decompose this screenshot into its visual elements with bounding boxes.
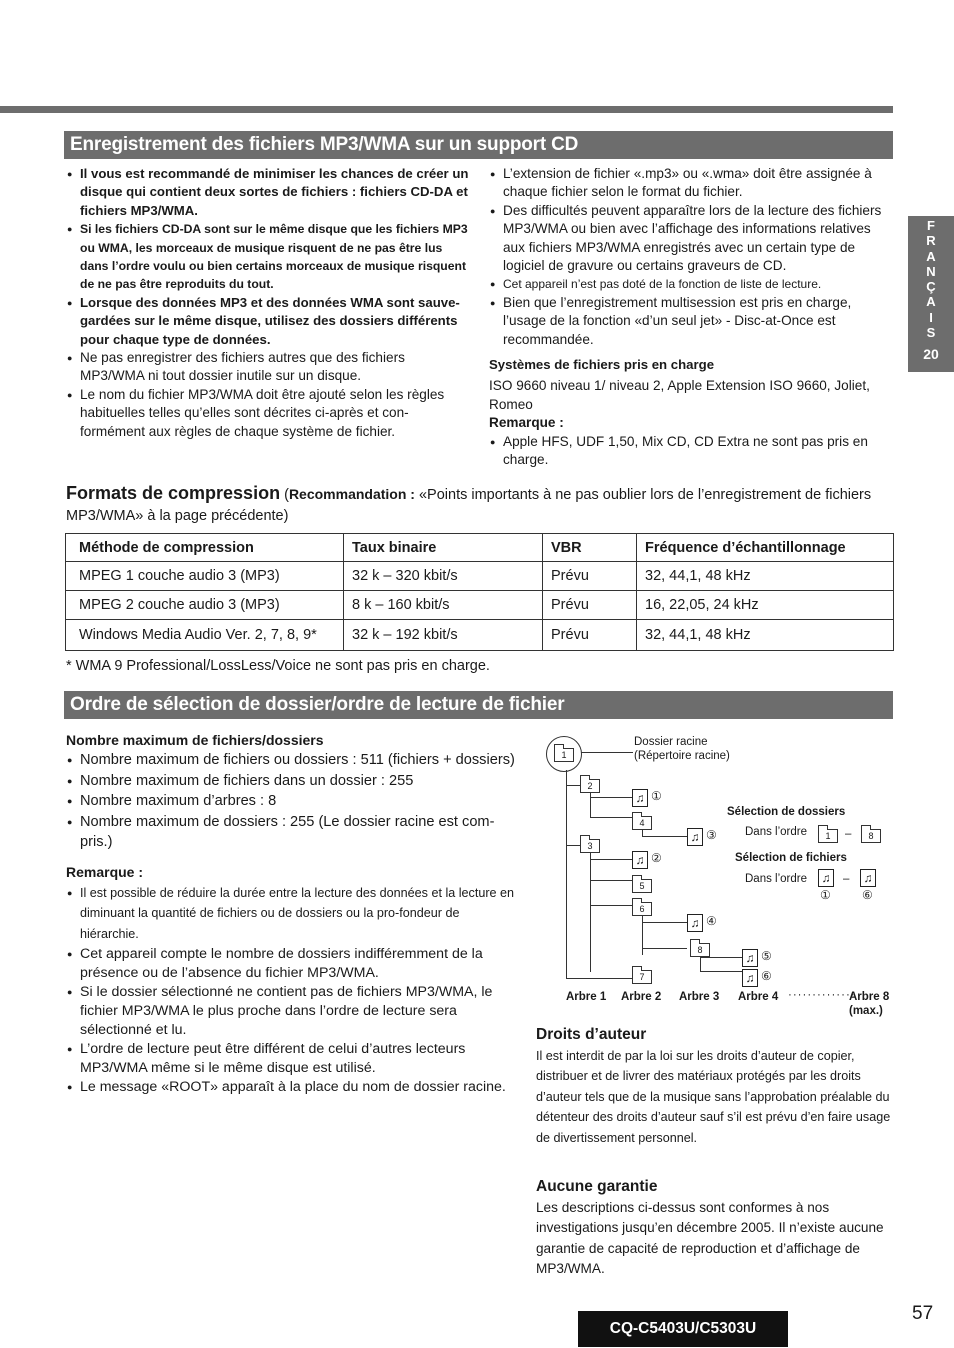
order-left-column: [66, 730, 516, 1097]
language-tab: [908, 216, 954, 372]
tab-letter: A: [926, 294, 936, 310]
copyright-heading: Droits d’auteur: [536, 1026, 647, 1043]
tab-letter: S: [926, 325, 936, 341]
bullet-item: ● Apple HFS, UDF 1,50, Mix CD, CD Extra ne sont pas pris en charge.: [489, 433, 894, 470]
folder-8: 8: [690, 943, 710, 957]
folder-range-from: 1: [818, 829, 838, 843]
formats-intro: Formats de compression (Recommandation : «Points importants à ne pas oublier lors de l’enregistrement de fichiers: [66, 483, 872, 503]
table-cell: 32, 44,1, 48 kHz: [637, 620, 894, 651]
table-cell: 8 k – 160 kbit/s: [344, 591, 543, 620]
folder-range-to: 8: [861, 829, 881, 843]
recording-left-column: [66, 165, 471, 441]
file-range-to: ⑥: [862, 888, 873, 902]
tab-letter: N: [926, 263, 936, 279]
top-rule: [0, 106, 893, 113]
bullet-item: ● Si le dossier sélectionné ne contient pas de fichiers MP3/WMA, le fichier MP3/WMA le plus proche dans l’ordre de lecture sera sélectionné et lu.: [66, 983, 516, 1040]
bullet-item: ● Nombre maximum de dossiers : 255 (Le dossier racine est com-pris.): [66, 812, 516, 853]
language-tab-letters: [908, 218, 954, 340]
tree-dots: ··············: [788, 989, 856, 1001]
bullet-item: ● Nombre maximum de fichiers dans un dossier : 255: [66, 771, 516, 791]
file-5-number: ⑤: [761, 949, 772, 963]
formats-heading: Formats de compression: [66, 483, 281, 503]
section-title-order: Ordre de sélection de dossier/ordre de lecture de fichier: [64, 691, 893, 719]
file-2: ♫: [632, 851, 648, 869]
tab-letter: F: [927, 218, 935, 233]
table-header-row: [66, 534, 894, 562]
bullet-item: ● Lorsque des données MP3 et des données WMA sont sauve-gardées sur le même disque, utilisez des dossiers différents pour chaque type de données.: [66, 294, 471, 349]
table-cell: 32 k – 320 kbit/s: [344, 562, 543, 591]
table-cell: Prévu: [543, 591, 637, 620]
bullet-item: ● Il est possible de réduire la durée entre la lecture des données et la lecture en diminuant la quantité de fichiers ou de dossiers ou la pro-fondeur de hiérarchie.: [66, 883, 516, 945]
folder-range-dash: –: [845, 828, 852, 840]
file-range-dash: –: [843, 873, 850, 885]
file-1-number: ①: [651, 789, 662, 803]
tab-letter: Ç: [926, 279, 936, 295]
bullet-item: ● Ne pas enregistrer des fichiers autres que des fichiers MP3/WMA ni tout dossier inutile sur un disque.: [66, 349, 471, 386]
section-title-recording: Enregistrement des fichiers MP3/WMA sur un support CD: [64, 131, 893, 159]
table-cell: Windows Media Audio Ver. 2, 7, 8, 9*: [66, 620, 344, 651]
reco-text: «Points importants à ne pas oublier lors de l’enregistrement de fichiers: [418, 487, 872, 503]
tree-label: Arbre 1: [566, 991, 607, 1003]
bullet-item: ● Bien que l’enregistrement multisession est pris en charge, l’usage de la fonction «d’un seul jet» - Disc-at-Once est recommandée.: [489, 294, 894, 349]
table-cell: Prévu: [543, 562, 637, 591]
folder-6: 6: [632, 902, 652, 916]
tree-label: Arbre 2: [621, 991, 662, 1003]
tree-label: Arbre 8: [849, 991, 890, 1003]
sel-files-heading: Sélection de fichiers: [735, 852, 847, 864]
folder-7: 7: [632, 970, 652, 984]
bullet-item: ● Cet appareil compte le nombre de dossiers indifféremment de la présence ou de l’absence du fichier MP3/WMA.: [66, 945, 516, 983]
file-3-number: ③: [706, 828, 717, 842]
table-row: [66, 562, 894, 591]
file-4-number: ④: [706, 914, 717, 928]
bullet-item: ● Le nom du fichier MP3/WMA doit être ajouté selon les règles habituelles telles qu’elles sont décrites ci-après et con-formément aux règles de chaque système de fichier.: [66, 386, 471, 441]
warranty-heading: Aucune garantie: [536, 1178, 658, 1195]
table-cell: 32 k – 192 kbit/s: [344, 620, 543, 651]
file-5: ♫: [742, 949, 758, 967]
table-cell: Prévu: [543, 620, 637, 651]
table-row: [66, 620, 894, 651]
tree-label: Arbre 3: [679, 991, 720, 1003]
folder-4: 4: [632, 816, 652, 830]
copyright-block: [536, 1026, 894, 1148]
sel-folders-heading: Sélection de dossiers: [727, 806, 846, 818]
language-tab-page: 20: [923, 346, 939, 362]
table-cell: MPEG 2 couche audio 3 (MP3): [66, 591, 344, 620]
bullet-item: ● Des difficultés peuvent apparaître lors de la lecture des fichiers MP3/WMA ou bien avec l’affichage des informations relatives aux fichiers MP3/WMA enregistrés avec un certain type de logiciel de gravure ou certains graveurs de CD.: [489, 202, 894, 276]
file-range-from: ①: [820, 888, 831, 902]
bullet-item: ● Le message «ROOT» apparaît à la place du nom de dossier racine.: [66, 1078, 516, 1097]
file-4: ♫: [687, 914, 703, 932]
folder-tree-diagram: [530, 730, 895, 1025]
folder-1: 1: [554, 748, 574, 762]
tree-label-max: (max.): [849, 1005, 883, 1017]
reco-text-2: MP3/WMA» à la page précédente): [66, 508, 289, 524]
file-range-to-icon: ♫: [860, 869, 876, 887]
tab-letter: I: [929, 309, 933, 325]
model-badge: CQ-C5403U/C5303U: [578, 1311, 788, 1347]
column-header: Fréquence d’échantillonnage: [637, 534, 894, 562]
root-label: Dossier racine: [634, 736, 708, 748]
remark-label: Remarque :: [489, 415, 564, 431]
warranty-text: Les descriptions ci-dessus sont conformes à nos investigations jusqu’en décembre 2005. Il n’existe aucune garantie de capacité de reproduction et d’affichage de MP3/WMA.: [536, 1200, 884, 1277]
folder-5: 5: [632, 879, 652, 893]
reco-label: Recommandation :: [288, 486, 415, 502]
column-header: Méthode de compression: [66, 534, 344, 562]
copyright-text: Il est interdit de par la loi sur les droits d’auteur de copier, distribuer et de livrer des matériaux protégés par les droits d’auteur tels que de la musique sans l’approbation préalable du détenteur des droits d’auteur sauf s’il est prévu d’en faire usage de divertissement personnel.: [536, 1049, 891, 1145]
bullet-item: ● Cet appareil n’est pas doté de la fonction de liste de lecture.: [489, 275, 894, 293]
root-label-sub: (Répertoire racine): [634, 750, 730, 762]
file-6: ♫: [742, 969, 758, 987]
table-cell: MPEG 1 couche audio 3 (MP3): [66, 562, 344, 591]
file-6-number: ⑥: [761, 969, 772, 983]
folder-2: 2: [580, 779, 600, 793]
tab-letter: R: [926, 233, 936, 249]
file-2-number: ②: [651, 851, 662, 865]
bullet-item: ● L’ordre de lecture peut être différent de celui d’autres lecteurs MP3/WMA même si le même disque est utilisé.: [66, 1040, 516, 1078]
recording-right-column: [489, 165, 894, 470]
formats-footnote: * WMA 9 Professional/LossLess/Voice ne sont pas pris en charge.: [66, 658, 490, 674]
max-heading: Nombre maximum de fichiers/dossiers: [66, 732, 324, 748]
table-row: [66, 591, 894, 620]
file-3: ♫: [687, 828, 703, 846]
remark-label: Remarque :: [66, 864, 144, 881]
tab-letter: A: [926, 248, 936, 264]
page-number: 57: [912, 1303, 934, 1324]
warranty-block: [536, 1178, 894, 1280]
column-header: VBR: [543, 534, 637, 562]
file-1: ♫: [632, 789, 648, 807]
fs-heading: Systèmes de fichiers pris en charge: [489, 357, 715, 373]
folder-3: 3: [580, 839, 600, 853]
formats-table: [65, 533, 894, 651]
tree-label: Arbre 4: [738, 991, 779, 1003]
bullet-item: ● Nombre maximum de fichiers ou dossiers : 511 (fichiers + dossiers): [66, 750, 516, 770]
bullet-item: ● Si les fichiers CD-DA sont sur le même disque que les fichiers MP3 ou WMA, les morceaux de musique risquent de ne pas être lus dans l’ordre voulu ou bien certains morceaux de musique risquent de ne pas être reproduits du tout.: [66, 220, 471, 294]
table-cell: 32, 44,1, 48 kHz: [637, 562, 894, 591]
bullet-item: ● Il vous est recommandé de minimiser les chances de créer un disque qui contient deux sortes de fichiers : fichiers CD-DA et fichiers MP3/WMA.: [66, 165, 471, 220]
bullet-item: ● Nombre maximum d’arbres : 8: [66, 791, 516, 811]
table-cell: 16, 22,05, 24 kHz: [637, 591, 894, 620]
file-order-label: Dans l’ordre: [745, 873, 807, 885]
file-range-from-icon: ♫: [818, 869, 834, 887]
column-header: Taux binaire: [344, 534, 543, 562]
bullet-item: ● L’extension de fichier «.mp3» ou «.wma» doit être assignée à chaque fichier selon le format du fichier.: [489, 165, 894, 202]
folder-order-label: Dans l’ordre: [745, 826, 807, 838]
fs-text: ISO 9660 niveau 1/ niveau 2, Apple Extension ISO 9660, Joliet, Romeo: [489, 378, 870, 412]
